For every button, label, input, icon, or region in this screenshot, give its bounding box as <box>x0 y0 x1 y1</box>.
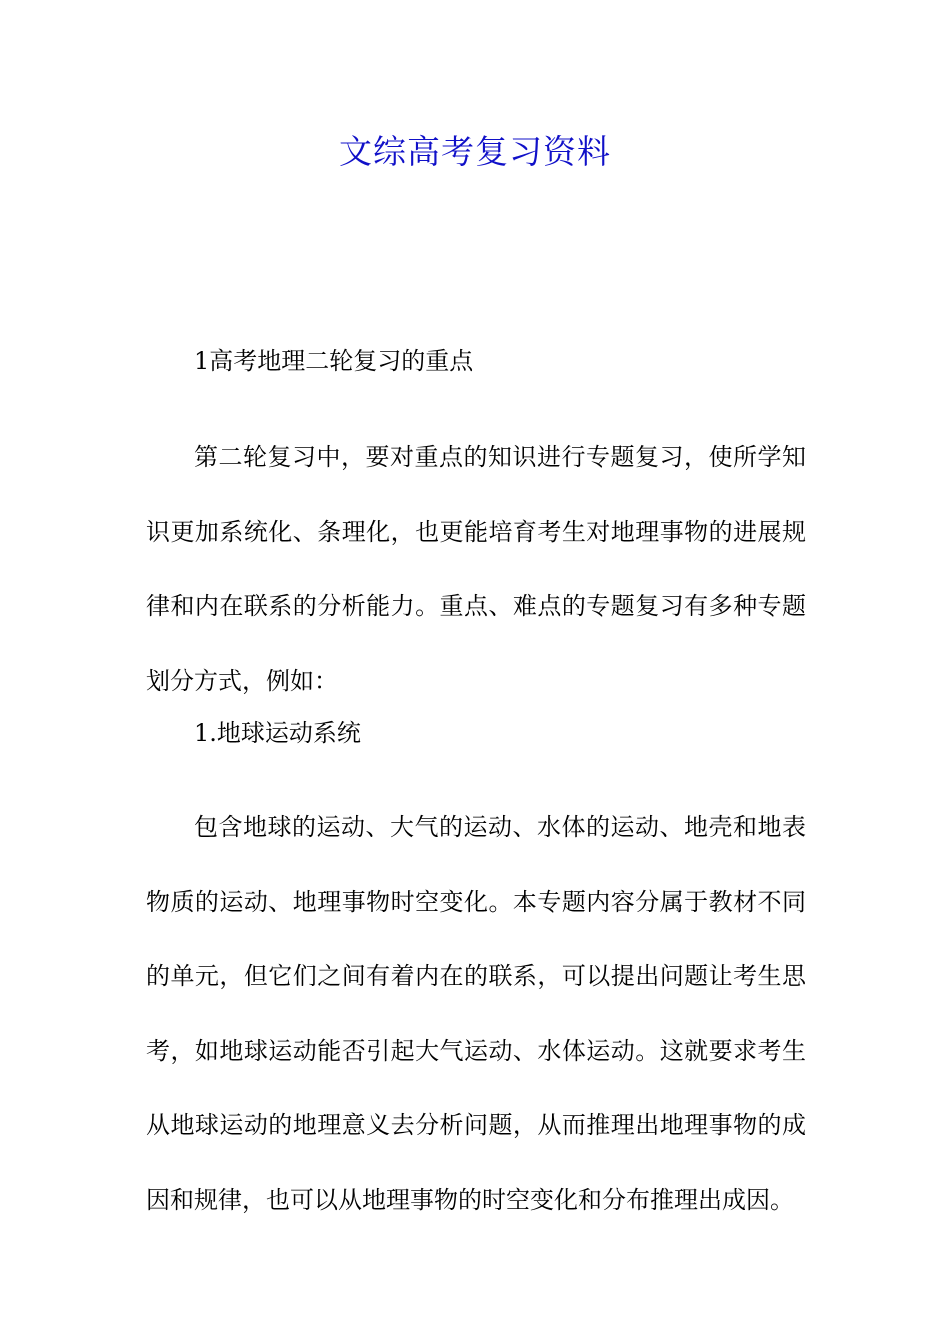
subsection-heading: 1.地球运动系统 <box>194 719 361 747</box>
document-title: 文综高考复习资料 <box>339 132 611 171</box>
paragraph-2: 包含地球的运动、大气的运动、水体的运动、地壳和地表物质的运动、地理事物时空变化。本专题内容分属于教材不同的单元，但它们之间有着内在的联系，可以提出问题让考生思考，如地球运动能否引起大气运动、水体运动。这就要求考生从地球运动的地理意义去分析问题，从而推理出地理事物的成因和规律，也可以从地理事物的时空变化和分布推理出成因。 <box>146 813 806 1214</box>
paragraph-1: 第二轮复习中，要对重点的知识进行专题复习，使所学知识更加系统化、条理化，也更能培育考生对地理事物的进展规律和内在联系的分析能力。重点、难点的专题复习有多种专题划分方式，例如： <box>146 443 806 695</box>
section-heading: 1高考地理二轮复习的重点 <box>194 347 474 375</box>
